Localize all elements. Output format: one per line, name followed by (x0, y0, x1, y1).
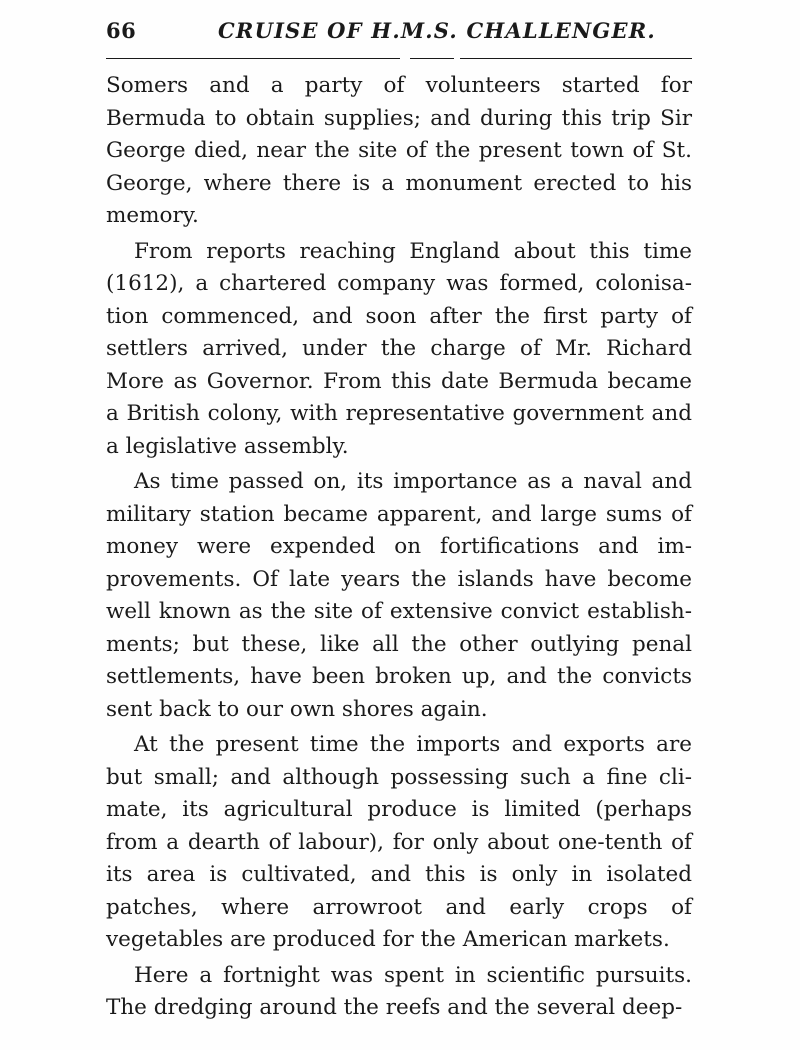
header-rule-right (460, 58, 692, 59)
running-title: CRUISE OF H.M.S. CHALLENGER. (218, 18, 656, 43)
header-rule-middle (410, 58, 454, 59)
paragraph-naval-station: As time passed on, its importance as a naval and military station became apparent, and large sums of money were expended on fortifications and improvements. Of late years the islands have become well known as the site of extensive convict establishments; but these, like all the other outlying penal settlements, have been broken up, and the convicts sent back to our own shores again. (106, 469, 692, 722)
paragraph-colonisation: From reports reaching England about this time (1612), a chartered company was formed, colonisation commenced, and soon after the first party of settlers arrived, under the charge of Mr. Richard More as Governor. From this date Bermuda became a British colony, with representative government and a legislative assembly. (106, 238, 692, 459)
page-number: 66 (106, 18, 137, 43)
paragraph-fortnight: Here a fortnight was spent in scientific pursuits. The dredging around the reefs and the several deep- (106, 962, 692, 1020)
paragraph-imports-exports: At the present time the imports and exports are but small; and although possessing such a fine climate, its agricultural produce is limited (perhaps from a dearth of labour), for only about one-tenth of its area is cultivated, and this is only in isolated patches, where arrowroot and early crops of vegetables are produced for the American markets. (106, 732, 692, 952)
header-rule-left (106, 58, 400, 59)
body-text (106, 70, 692, 1028)
page-header (106, 18, 692, 58)
paragraph-somers: Somers and a party of volunteers started for Bermuda to obtain supplies; and during this trip Sir George died, near the site of the present town of St. George, where there is a monument erected to his memory. (106, 73, 692, 228)
